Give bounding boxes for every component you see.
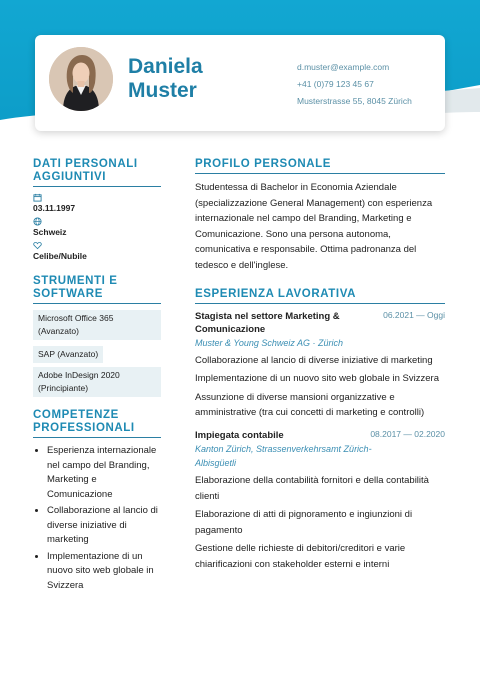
marital-status: Celibe/Nubile — [33, 251, 87, 261]
job-task: Assunzione di diverse mansioni organizzative e amministrative (tra cui concetti di marketing e controlli) — [195, 391, 425, 419]
list-item: • Implementazione di un nuovo sito web globale in Svizzera — [47, 550, 161, 594]
status-row — [33, 241, 161, 261]
avatar — [49, 47, 113, 111]
candidate-name — [128, 55, 203, 103]
profile-text: Studentessa di Bachelor in Economia Aziendale (specializzazione General Management) con esperienza internazionale nel campo del Branding, Marketing e Comunicazione. Sono una persona autonoma, comunicativa e responsabile. Ottima padronanza del tedesco e dell'inglese. — [195, 182, 433, 271]
job-company: Muster & Young Schweiz AG · Zürich — [195, 337, 344, 348]
job-title: Stagista nel settore Marketing & Comunicazione — [195, 310, 340, 335]
list-item: • Esperienza internazionale nel campo del Branding, Marketing e Comunicazione — [47, 444, 161, 502]
personal-info — [33, 193, 161, 261]
address: Musterstrasse 55, 8045 Zürich — [297, 96, 412, 106]
job-date: 08.2017 — 02.2020 — [370, 428, 445, 439]
job-entry — [195, 429, 445, 573]
job-task: Implementazione di un nuovo sito web globale in Svizzera — [195, 373, 439, 385]
job-task: Gestione delle richieste di debitori/creditori e varie chiarificazioni con stakeholder esterni e interni — [195, 543, 406, 570]
software-item: Adobe InDesign 2020 (Principiante) — [33, 367, 161, 397]
software-item: SAP (Avanzato) — [33, 346, 103, 363]
last-name: Muster — [128, 79, 197, 102]
globe-icon — [33, 217, 161, 227]
job-company: Kanton Zürich, Strassenverkehrsamt Zürich-Albisgüetli — [195, 443, 372, 468]
phone-number: +41 (0)79 123 45 67 — [297, 79, 374, 89]
left-column — [33, 158, 161, 595]
job-task: Collaborazione al lancio di diverse iniziative di marketing — [195, 354, 433, 366]
software-list — [33, 310, 161, 397]
nationality-row — [33, 217, 161, 237]
job-date: 06.2021 — Oggi — [383, 309, 445, 320]
section-title-personal: DATI PERSONALI AGGIUNTIVI — [33, 158, 161, 187]
email-link[interactable]: d.muster@example.com — [297, 62, 390, 72]
section-title-experience: ESPERIENZA LAVORATIVA — [195, 288, 445, 304]
job-title: Impiegata contabile — [195, 429, 284, 441]
calendar-icon — [33, 193, 161, 203]
birthdate-row — [33, 193, 161, 213]
profile-photo — [49, 47, 113, 111]
software-item: Microsoft Office 365 (Avanzato) — [33, 310, 161, 340]
nationality: Schweiz — [33, 227, 67, 237]
birthdate: 03.11.1997 — [33, 203, 76, 213]
list-item: • Collaborazione al lancio di diverse iniziative di marketing — [47, 504, 161, 548]
header-card — [35, 35, 445, 131]
job-entry — [195, 310, 445, 421]
section-title-profile: PROFILO PERSONALE — [195, 158, 445, 174]
job-task: Elaborazione di atti di pignoramento e ingiunzioni di pagamento — [195, 509, 413, 536]
section-title-skills: COMPETENZE PROFESSIONALI — [33, 409, 161, 438]
skills-list — [33, 444, 161, 593]
job-task: Elaborazione della contabilità fornitori e della contabilità clienti — [195, 474, 429, 502]
right-column — [195, 158, 445, 573]
heart-icon — [33, 241, 161, 251]
section-title-software: STRUMENTI E SOFTWARE — [33, 275, 161, 304]
contact-block — [297, 59, 437, 110]
first-name: Daniela — [128, 55, 203, 78]
